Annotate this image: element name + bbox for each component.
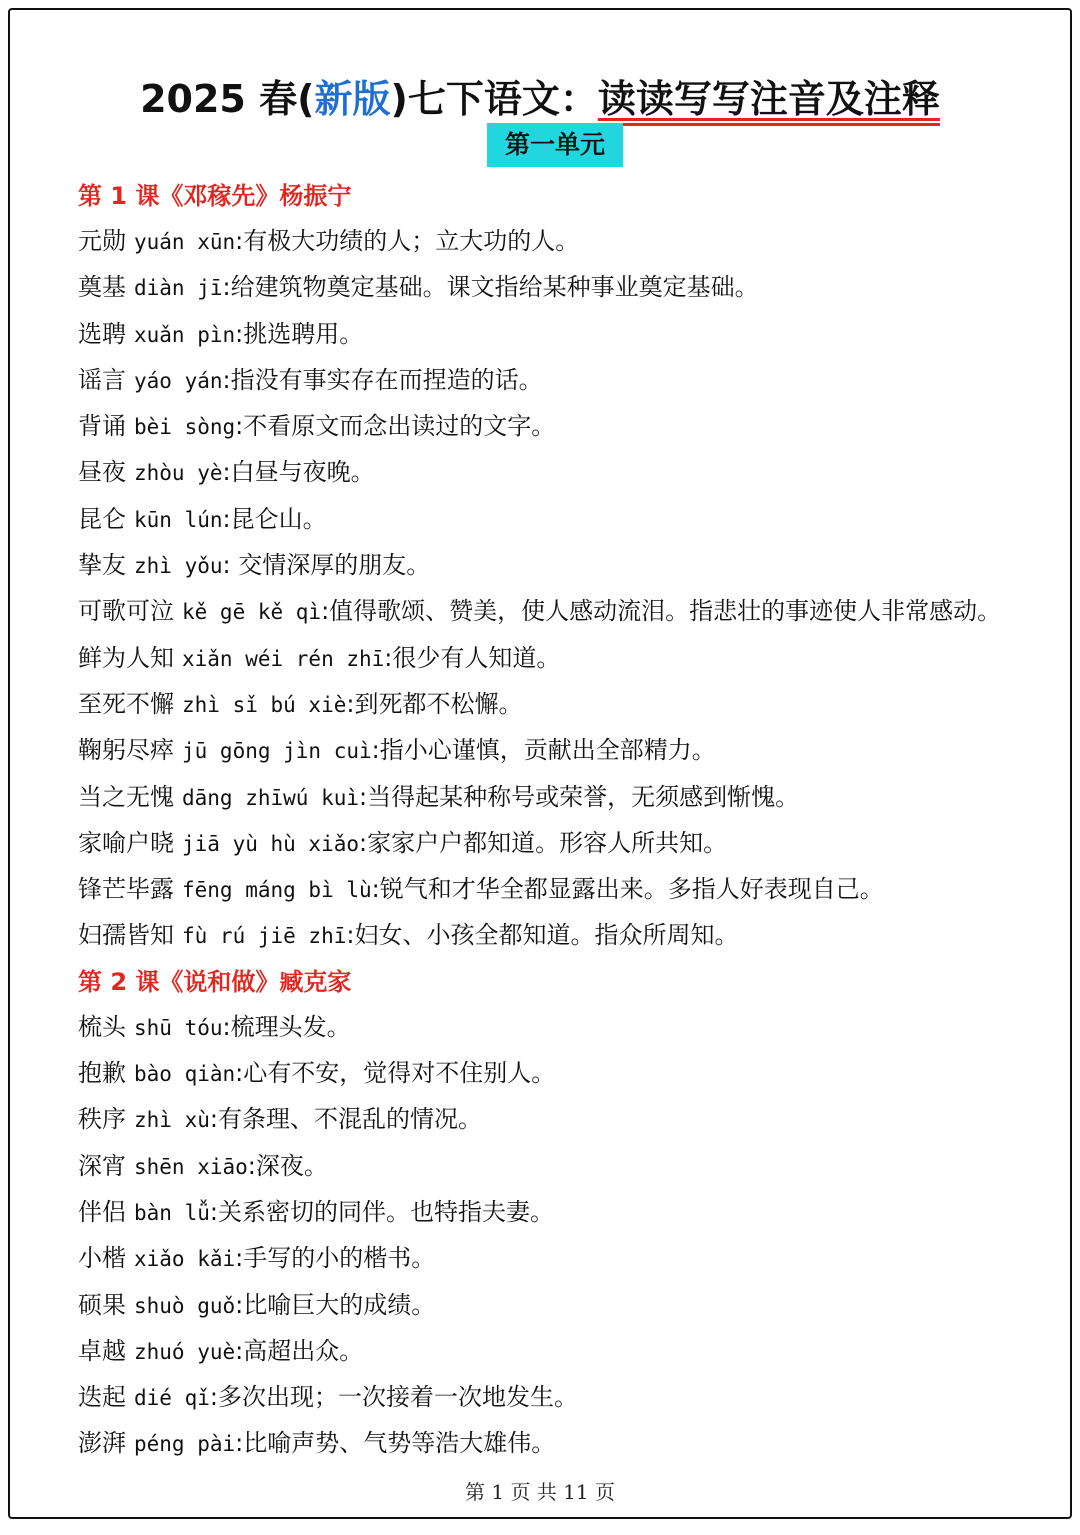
- vocab-pinyin: yáo yán: [134, 368, 223, 393]
- vocab-word: 迭起: [78, 1383, 126, 1412]
- vocab-pinyin: shū tóu: [134, 1015, 223, 1040]
- vocab-entry: [78, 913, 1030, 959]
- vocab-entry: [78, 404, 1030, 450]
- vocab-entry: [78, 1005, 1030, 1051]
- vocab-definition: :挑选聘用。: [235, 319, 364, 348]
- vocab-pinyin: bèi sòng: [134, 415, 236, 440]
- vocab-definition: :给建筑物奠定基础。课文指给某种事业奠定基础。: [222, 273, 759, 302]
- title-middle: )七下语文：: [390, 77, 598, 121]
- vocab-word: 伴侣: [78, 1197, 126, 1226]
- vocab-word: 澎湃: [78, 1429, 126, 1458]
- vocab-entry: [78, 1283, 1030, 1329]
- vocab-pinyin: shēn xiāo: [134, 1154, 248, 1179]
- title-prefix: 2025 春(: [140, 77, 315, 121]
- vocab-entry: [78, 1144, 1030, 1190]
- vocab-definition: :比喻声势、气势等浩大雄伟。: [235, 1429, 556, 1458]
- vocab-definition: :指没有事实存在而捏造的话。: [222, 365, 543, 394]
- vocab-pinyin: dāng zhīwú kuì: [182, 785, 360, 810]
- vocab-word: 背诵: [78, 412, 126, 441]
- unit-badge: 第一单元: [487, 123, 623, 167]
- vocab-word: 昼夜: [78, 458, 126, 487]
- vocab-entry: [78, 450, 1030, 496]
- vocab-entry: [78, 543, 1030, 589]
- vocab-definition: :不看原文而念出读过的文字。: [235, 412, 556, 441]
- vocab-definition: :指小心谨慎，贡献出全部精力。: [371, 736, 716, 765]
- vocab-entry: [78, 1051, 1030, 1097]
- vocab-word: 挚友: [78, 551, 126, 580]
- vocab-pinyin: shuò guǒ: [134, 1293, 236, 1318]
- vocab-pinyin: zhì xù: [134, 1108, 210, 1133]
- vocab-definition: :值得歌颂、赞美，使人感动流泪。指悲壮的事迹使人非常感动。: [321, 597, 1002, 626]
- vocab-entry: [78, 312, 1030, 358]
- vocab-definition: :昆仑山。: [222, 504, 327, 533]
- vocab-definition: :到死都不松懈。: [346, 689, 523, 718]
- vocab-entry: [78, 1190, 1030, 1236]
- vocab-entry: [78, 1236, 1030, 1282]
- vocab-definition: :很少有人知道。: [384, 643, 561, 672]
- title-underlined: 读读写写注音及注释: [597, 77, 940, 121]
- vocab-word: 奠基: [78, 273, 126, 302]
- lesson-heading: 第 1 课《邓稼先》杨振宁: [78, 182, 352, 210]
- vocab-pinyin: zhòu yè: [134, 461, 223, 486]
- vocab-pinyin: diàn jī: [134, 276, 223, 301]
- vocab-definition: :白昼与夜晚。: [222, 458, 375, 487]
- vocab-definition: : 交情深厚的朋友。: [222, 551, 431, 580]
- vocab-word: 秩序: [78, 1105, 126, 1134]
- vocab-pinyin: dié qǐ: [134, 1386, 210, 1411]
- vocab-word: 硕果: [78, 1290, 126, 1319]
- vocab-entry: [78, 636, 1030, 682]
- vocab-entry: [78, 219, 1030, 265]
- vocab-definition: :比喻巨大的成绩。: [235, 1290, 436, 1319]
- vocab-pinyin: yuán xūn: [134, 230, 236, 254]
- vocab-pinyin: bào qiàn: [134, 1062, 236, 1087]
- vocab-word: 抱歉: [78, 1059, 126, 1088]
- vocab-entry: [78, 497, 1030, 543]
- vocab-definition: :手写的小的楷书。: [235, 1244, 436, 1273]
- vocab-pinyin: xiǎn wéi rén zhī: [182, 646, 385, 671]
- vocab-definition: :深夜。: [247, 1151, 328, 1180]
- vocab-pinyin: zhuó yuè: [134, 1339, 236, 1364]
- vocab-pinyin: xuǎn pìn: [134, 322, 236, 347]
- vocab-word: 鞠躬尽瘁: [78, 736, 174, 765]
- vocab-entry: [78, 265, 1030, 311]
- vocab-pinyin: jiā yù hù xiǎo: [182, 831, 360, 856]
- vocab-word: 妇孺皆知: [78, 921, 174, 950]
- vocab-pinyin: bàn lǚ: [134, 1200, 210, 1225]
- lesson-heading: 第 2 课《说和做》臧克家: [78, 967, 352, 996]
- vocab-entry: [78, 867, 1030, 913]
- vocab-definition: :家家户户都知道。形容人所共知。: [359, 828, 728, 857]
- vocab-definition: :有条理、不混乱的情况。: [209, 1105, 482, 1134]
- vocab-entry: [78, 1375, 1030, 1421]
- vocab-word: 至死不懈: [78, 689, 174, 718]
- vocab-content: [78, 174, 1030, 1468]
- title-highlight: 新版: [314, 77, 391, 121]
- vocab-word: 选聘: [78, 319, 126, 348]
- vocab-pinyin: péng pài: [134, 1432, 236, 1457]
- document-page: [8, 8, 1072, 1519]
- vocab-word: 昆仑: [78, 504, 126, 533]
- vocab-definition: :梳理头发。: [222, 1012, 351, 1041]
- vocab-entry: [78, 1329, 1030, 1375]
- page-footer: 第 1 页 共 11 页: [465, 1480, 615, 1504]
- vocab-entry: [78, 1421, 1030, 1467]
- vocab-pinyin: kūn lún: [134, 507, 223, 532]
- vocab-entry: [78, 358, 1030, 404]
- vocab-pinyin: fēng máng bì lù: [182, 878, 372, 903]
- vocab-word: 当之无愧: [78, 782, 174, 811]
- vocab-word: 家喻户晓: [78, 828, 174, 857]
- page-title: [10, 68, 1070, 123]
- vocab-entry: [78, 589, 1030, 635]
- vocab-word: 鲜为人知: [78, 643, 174, 672]
- vocab-entry: [78, 775, 1030, 821]
- vocab-pinyin: fù rú jiē zhī: [182, 924, 347, 949]
- vocab-word: 梳头: [78, 1012, 126, 1041]
- vocab-entry: [78, 682, 1030, 728]
- vocab-pinyin: xiǎo kǎi: [134, 1247, 236, 1272]
- vocab-definition: :关系密切的同伴。也特指夫妻。: [209, 1197, 554, 1226]
- vocab-pinyin: jū gōng jìn cuì: [182, 739, 372, 764]
- vocab-definition: :高超出众。: [235, 1336, 364, 1365]
- vocab-entry: [78, 821, 1030, 867]
- vocab-word: 可歌可泣: [78, 597, 174, 626]
- vocab-definition: :锐气和才华全都显露出来。多指人好表现自己。: [371, 875, 884, 904]
- vocab-definition: :有极大功绩的人；立大功的人。: [235, 227, 580, 255]
- vocab-word: 锋芒毕露: [78, 875, 174, 904]
- vocab-definition: :心有不安，觉得对不住别人。: [235, 1059, 556, 1088]
- vocab-word: 小楷: [78, 1244, 126, 1273]
- vocab-definition: :妇女、小孩全都知道。指众所周知。: [346, 921, 739, 950]
- vocab-pinyin: zhì sǐ bú xiè: [182, 692, 347, 717]
- vocab-definition: :当得起某种称号或荣誉，无须感到惭愧。: [359, 782, 800, 811]
- vocab-word: 卓越: [78, 1336, 126, 1365]
- vocab-pinyin: kě gē kě qì: [182, 600, 322, 625]
- vocab-word: 元勋: [78, 227, 126, 255]
- vocab-word: 深宵: [78, 1151, 126, 1180]
- vocab-definition: :多次出现；一次接着一次地发生。: [209, 1383, 578, 1412]
- vocab-pinyin: zhì yǒu: [134, 554, 223, 579]
- vocab-entry: [78, 1097, 1030, 1143]
- vocab-word: 谣言: [78, 365, 126, 394]
- vocab-entry: [78, 728, 1030, 774]
